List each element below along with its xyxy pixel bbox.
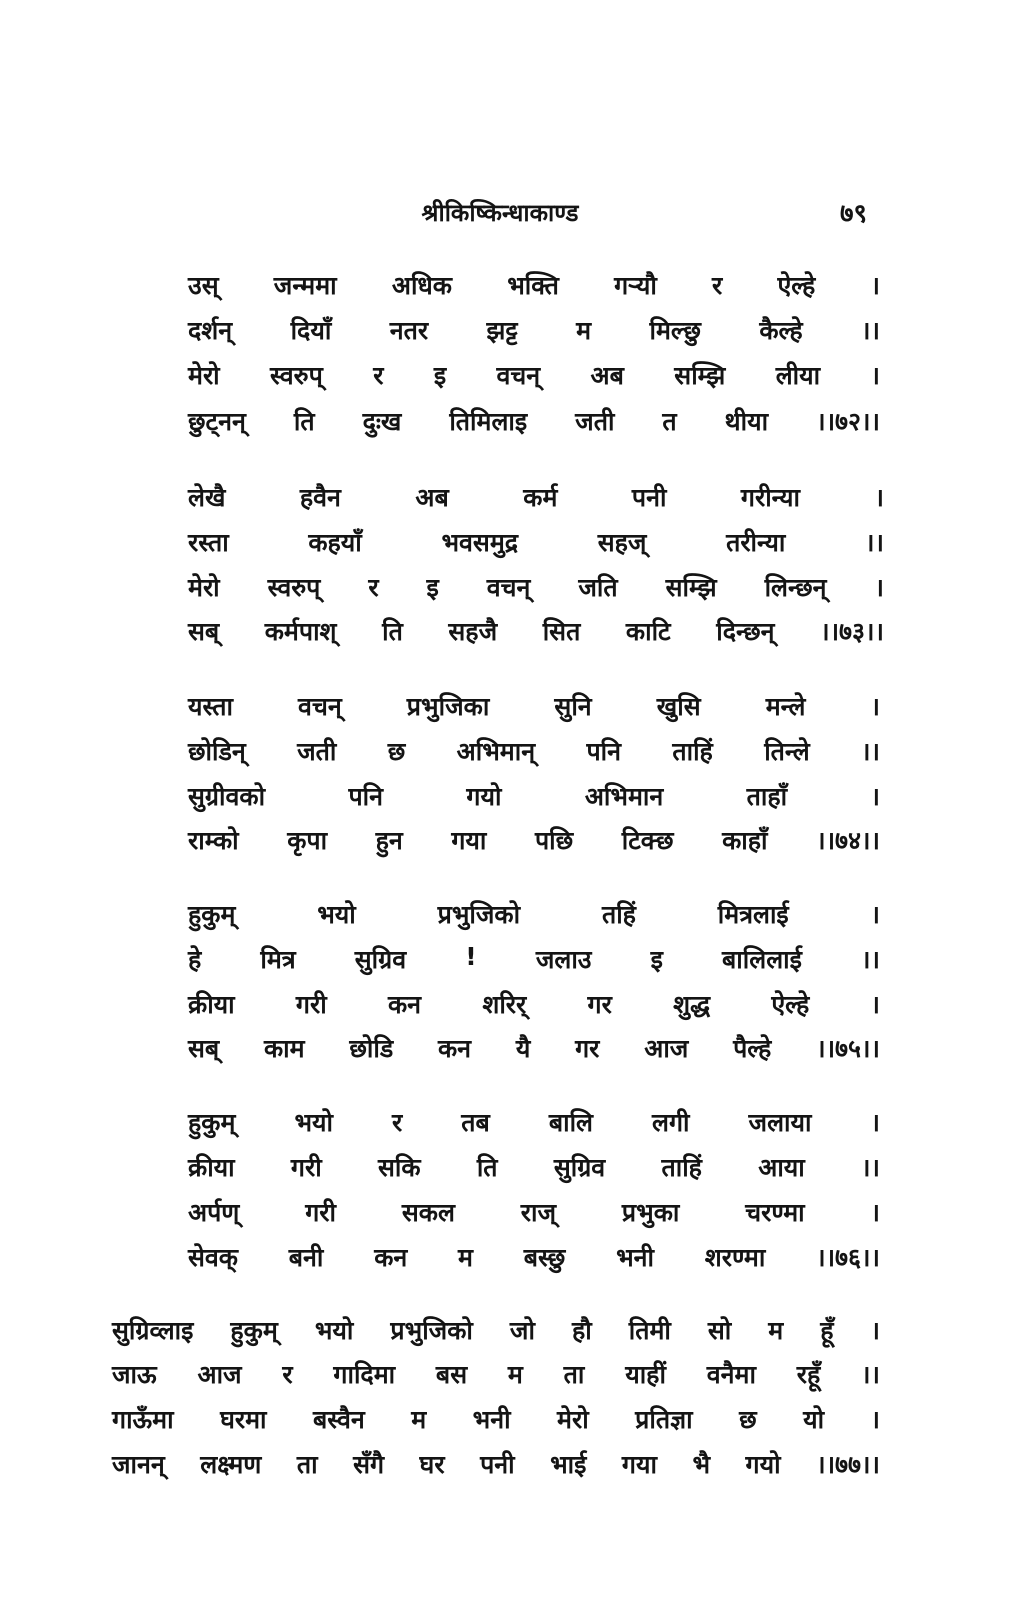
verse-word: सुग्रिव्लाइ	[112, 1316, 194, 1345]
verse-word: भक्ति	[507, 271, 559, 300]
verse-word: आज	[644, 1034, 689, 1063]
verse-line	[188, 689, 880, 729]
verse-word: यो	[803, 1405, 825, 1434]
verse-word: दर्शन्	[188, 316, 233, 345]
verse-word: सित	[542, 617, 581, 646]
verse-word: मिल्छु	[649, 316, 701, 345]
verse-word: रस्ता	[188, 528, 229, 557]
verse-word: उस्	[188, 271, 219, 300]
verse-word: बस्छु	[523, 1243, 566, 1272]
verse-word: छोडि	[349, 1034, 394, 1063]
verse-line	[188, 404, 880, 444]
verse-word: ऐल्हे	[771, 990, 810, 1019]
verse-word: सम्झि	[674, 361, 726, 390]
verse-word: पनि	[586, 737, 621, 766]
page-number: ७९	[840, 199, 868, 229]
verse-line	[188, 1031, 880, 1071]
verse-word: लेखै	[188, 483, 226, 512]
verse-word: अधिक	[391, 271, 452, 300]
verse-line	[188, 1150, 880, 1190]
verse-word: जानन्	[112, 1450, 165, 1479]
verse-word: गया	[621, 1450, 657, 1479]
verse-word: बस्वैन	[312, 1405, 365, 1434]
verse-word: ति	[476, 1153, 498, 1182]
verse-line	[188, 313, 880, 353]
verse-word: जति	[578, 573, 618, 602]
verse-word: प्रभुका	[621, 1198, 680, 1227]
verse-word: यस्ता	[188, 692, 233, 721]
verse-word: ।	[870, 271, 880, 300]
verse-line	[112, 1402, 880, 1442]
verse-word: ।।	[861, 945, 880, 974]
verse-word: बालिलाई	[722, 945, 802, 974]
verse-word: आज	[197, 1360, 242, 1389]
verse-word: ।	[874, 573, 884, 602]
verse-word: हे	[188, 945, 202, 974]
verse-word: शरण्मा	[704, 1243, 766, 1272]
verse-word: पैल्हे	[733, 1034, 772, 1063]
verse-word: खुसि	[656, 692, 701, 721]
verse-word: ।	[870, 1316, 880, 1345]
verse-line	[188, 1105, 880, 1145]
verse-word: छुट्नन्	[188, 407, 246, 436]
verse-word: झट्ट	[486, 316, 518, 345]
verse-line	[112, 1313, 880, 1353]
verse-word: मेरो	[557, 1405, 589, 1434]
verse-word: लगी	[652, 1108, 690, 1137]
verse-word: कन	[387, 990, 422, 1019]
verse-word: लिन्छन्	[764, 573, 827, 602]
verse-word: म	[458, 1243, 473, 1272]
verse-word: जलाया	[748, 1108, 812, 1137]
verse-word: जो	[509, 1316, 535, 1345]
verse-word: गयो	[745, 1450, 781, 1479]
verse-word: गर	[575, 1034, 600, 1063]
verse-word: ।	[870, 990, 880, 1019]
verse-word: र	[282, 1360, 293, 1389]
verse-word: सब्	[188, 617, 220, 646]
verse-word: ।।७५।।	[816, 1034, 880, 1063]
verse-word: कहयाँ	[308, 528, 362, 557]
verse-word: हुकुम्	[188, 1108, 236, 1137]
verse-word: राज्	[520, 1198, 557, 1227]
verse-word: इ	[426, 573, 439, 602]
verse-word: प्रतिज्ञा	[635, 1405, 693, 1434]
verse-word: बनी	[288, 1243, 324, 1272]
verse-word: लक्ष्मण	[200, 1450, 262, 1479]
verse-word: काम	[263, 1034, 305, 1063]
verse-word: हूँ	[820, 1316, 834, 1345]
verse-word: छ	[739, 1405, 757, 1434]
verse-word: अभिमान	[584, 782, 664, 811]
verse-line	[112, 1447, 880, 1487]
verse-word: कर्मपाश्	[264, 617, 337, 646]
verse-word: तरीन्या	[726, 528, 786, 557]
verse-word: सेवक्	[188, 1243, 239, 1272]
verse-word: शरिर्	[482, 990, 527, 1019]
verse-word: मित्र	[260, 945, 296, 974]
verse-word: ।	[870, 782, 880, 811]
verse-word: मन्ले	[765, 692, 806, 721]
verse-word: पनी	[480, 1450, 515, 1479]
verse-word: याहीं	[625, 1360, 666, 1389]
verse-word: इ	[650, 945, 663, 974]
verse-word: जाऊ	[112, 1360, 157, 1389]
verse-word: सुनि	[554, 692, 592, 721]
verse-word: गर	[587, 990, 612, 1019]
verse-word: शुद्ध	[673, 990, 711, 1019]
verse-word: रहूँ	[796, 1360, 821, 1389]
verse-word: अब	[590, 361, 624, 390]
verse-line	[188, 897, 880, 937]
verse-word: ।।	[861, 1153, 880, 1182]
verse-line	[188, 823, 880, 863]
verse-word: स्वरुप्	[267, 573, 321, 602]
verse-word: ताहिं	[661, 1153, 702, 1182]
verse-word: सुग्रिव	[354, 945, 407, 974]
verse-word: हुन	[375, 826, 403, 855]
verse-word: वचन्	[496, 361, 541, 390]
verse-word: काहाँ	[722, 826, 768, 855]
verse-word: टिक्छ	[621, 826, 674, 855]
verse-word: भनी	[616, 1243, 655, 1272]
verse-word: सँगै	[353, 1450, 385, 1479]
verse-word: म	[411, 1405, 427, 1434]
verse-word: तिमिलाइ	[449, 407, 528, 436]
verse-line	[188, 942, 880, 982]
verse-line	[188, 1195, 880, 1235]
verse-word: कन	[374, 1243, 408, 1272]
verse-word: भनी	[472, 1405, 511, 1434]
verse-word: गाऊँमा	[112, 1405, 174, 1434]
verse-word: प्रभुजिको	[390, 1316, 473, 1345]
verse-word: ति	[293, 407, 315, 436]
verse-line	[188, 268, 880, 308]
verse-word: हौ	[571, 1316, 592, 1345]
verse-word: तहिं	[601, 900, 636, 929]
verse-word: ।।	[861, 737, 880, 766]
verse-word: नतर	[389, 316, 429, 345]
verse-word: सुग्रिव	[553, 1153, 606, 1182]
verse-word: ।	[870, 1405, 880, 1434]
verse-word: अर्पण्	[188, 1198, 240, 1227]
verse-word: सकि	[377, 1153, 421, 1182]
verse-word: जन्ममा	[273, 271, 337, 300]
verse-word: गया	[451, 826, 487, 855]
verse-word: क्रीया	[188, 1153, 235, 1182]
verse-line	[188, 779, 880, 819]
verse-word: जती	[297, 737, 337, 766]
verse-word: सहज्	[597, 528, 647, 557]
verse-word: र	[368, 573, 379, 602]
verse-word: भवसमुद्र	[441, 528, 519, 557]
verse-word: त	[662, 407, 677, 436]
verse-word: भयो	[294, 1108, 333, 1137]
verse-line	[188, 358, 880, 398]
verse-word: मेरो	[188, 573, 220, 602]
verse-word: ताहिं	[672, 737, 713, 766]
verse-word: बालि	[548, 1108, 593, 1137]
verse-line	[188, 525, 884, 565]
verse-word: र	[712, 271, 723, 300]
verse-word: गयो	[466, 782, 502, 811]
verse-word: स्वरुप्	[270, 361, 323, 390]
verse-word: ।	[870, 1108, 880, 1137]
verse-word: लीया	[775, 361, 821, 390]
verse-line	[188, 614, 884, 654]
verse-word: हुकुम्	[188, 900, 236, 929]
verse-word: गरी	[290, 1153, 322, 1182]
verse-line	[188, 1240, 880, 1280]
verse-word: गऱ्यौ	[614, 271, 657, 300]
verse-word: तिन्ले	[764, 737, 810, 766]
verse-line	[188, 570, 884, 610]
verse-word: ।	[870, 361, 880, 390]
verse-word: ।।	[865, 528, 884, 557]
verse-word: कर्म	[523, 483, 558, 512]
verse-word: अब	[415, 483, 449, 512]
verse-word: कृपा	[287, 826, 328, 855]
verse-word: गरी	[305, 1198, 337, 1227]
verse-word: म	[576, 316, 592, 345]
verse-word: अभिमान्	[456, 737, 536, 766]
verse-line	[188, 480, 884, 520]
verse-word: घर	[419, 1450, 445, 1479]
verse-word: वचन्	[486, 573, 531, 602]
verse-word: ता	[563, 1360, 585, 1389]
verse-line	[188, 734, 880, 774]
verse-word: भयो	[317, 900, 356, 929]
chapter-title: श्रीकिष्किन्धाकाण्ड	[421, 199, 579, 227]
verse-word: र	[373, 361, 384, 390]
verse-word: भयो	[314, 1316, 354, 1345]
verse-word: प्रभुजिका	[406, 692, 490, 721]
verse-word: राम्को	[188, 826, 239, 855]
verse-word: र	[392, 1108, 403, 1137]
verse-word: ताहाँ	[746, 782, 788, 811]
verse-word: वनैमा	[706, 1360, 756, 1389]
verse-word: दुःख	[362, 407, 402, 436]
verse-word: सब्	[188, 1034, 220, 1063]
verse-word: थीया	[724, 407, 769, 436]
verse-word: काटि	[625, 617, 671, 646]
verse-word: ऐल्हे	[777, 271, 816, 300]
verse-word: ता	[296, 1450, 318, 1479]
verse-word: गादिमा	[333, 1360, 396, 1389]
verse-word: चरण्मा	[745, 1198, 805, 1227]
verse-word: हवैन	[299, 483, 341, 512]
verse-word: घरमा	[220, 1405, 267, 1434]
verse-word: भाई	[550, 1450, 587, 1479]
verse-word: दिन्छन्	[716, 617, 775, 646]
verse-word: ।।७६।।	[816, 1243, 880, 1272]
verse-word: सहजै	[448, 617, 498, 646]
verse-word: छ	[387, 737, 406, 766]
verse-word: छोडिन्	[188, 737, 246, 766]
verse-word: ति	[382, 617, 403, 646]
verse-word: गरीन्या	[740, 483, 801, 512]
verse-word: जलाउ	[535, 945, 592, 974]
verse-word: कन	[437, 1034, 472, 1063]
verse-word: सम्झि	[665, 573, 717, 602]
verse-word: ।।	[861, 1360, 880, 1389]
verse-line	[112, 1357, 880, 1397]
verse-word: ।।७७।।	[816, 1450, 880, 1479]
verse-word: वचन्	[298, 692, 342, 721]
verse-word: बस	[435, 1360, 468, 1389]
verse-word: ।।७३।।	[820, 617, 884, 646]
verse-word: !	[465, 942, 477, 971]
verse-word: हुकुम्	[230, 1316, 278, 1345]
verse-word: सकल	[401, 1198, 455, 1227]
verse-word: इ	[433, 361, 447, 390]
verse-word: जती	[575, 407, 615, 436]
verse-word: ।	[874, 483, 884, 512]
verse-word: आया	[758, 1153, 805, 1182]
verse-word: ।	[870, 1198, 880, 1227]
verse-word: यै	[515, 1034, 531, 1063]
verse-word: गरी	[295, 990, 327, 1019]
verse-word: म	[507, 1360, 523, 1389]
verse-word: क्रीया	[188, 990, 235, 1019]
verse-line	[188, 987, 880, 1027]
verse-word: प्रभुजिको	[437, 900, 521, 929]
verse-word: भै	[692, 1450, 711, 1479]
verse-word: मित्रलाई	[717, 900, 789, 929]
verse-word: मेरो	[188, 361, 220, 390]
verse-word: ।	[870, 900, 880, 929]
verse-word: सो	[707, 1316, 732, 1345]
verse-word: दियाँ	[290, 316, 332, 345]
verse-word: सुग्रीवको	[188, 782, 266, 811]
verse-word: तिमी	[628, 1316, 671, 1345]
verse-word: ।।	[861, 316, 880, 345]
verse-word: म	[768, 1316, 784, 1345]
verse-word: पनि	[348, 782, 383, 811]
verse-word: कैल्हे	[759, 316, 803, 345]
verse-word: पछि	[534, 826, 574, 855]
verse-word: ।।७४।।	[816, 826, 880, 855]
verse-word: ।	[870, 692, 880, 721]
verse-word: तब	[461, 1108, 490, 1137]
verse-word: पनी	[631, 483, 667, 512]
verse-word: ।।७२।।	[816, 407, 880, 436]
